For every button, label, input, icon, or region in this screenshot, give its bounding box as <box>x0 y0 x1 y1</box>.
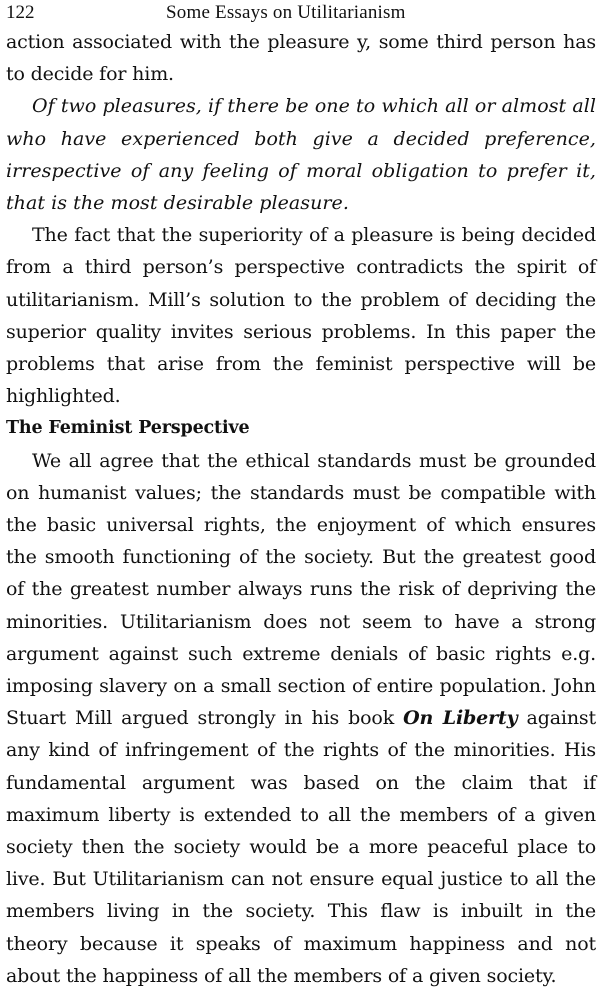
paragraph-superiority: The fact that the superiority of a pleasure is being decided from a third person’s perspective contradicts the spirit of utilitarianism. Mill’s solution to the problem of deciding the superior quality invites serious problems. In this paper the problems that arise from the feminist perspective will be highlighted. <box>6 224 596 408</box>
paragraph-text-after-title: against any kind of infringement of the rights of the minorities. His fundamental argument was based on the claim that if maximum liberty is extended to all the members of a given society then the society would be a more peaceful place to live. But Utilitarianism can not ensure equal justice to all the members living in the society. This flaw is inbuilt in the theory because it speaks of maximum happiness and not about the happiness of all the members of a given society. <box>6 707 596 987</box>
paragraph-text-before-title: We all agree that the ethical standards must be grounded on humanist values; the standards must be compatible with the basic universal rights, the enjoyment of which ensures the smooth functioning of the society. But the greatest good of the greatest number always runs the risk of depriving the minorities. Utilitarianism does not seem to have a strong argument against such extreme denials of basic rights e.g. imposing slavery on a small section of entire population. John Stuart Mill argued strongly in his book <box>6 449 596 730</box>
section-heading: The Feminist Perspective <box>6 418 250 439</box>
running-header <box>6 0 596 26</box>
mill-quotation: Of two pleasures, if there be one to which all or almost all who have experienced both give a decided preference, irrespective of any feeling of moral obligation to prefer it, that is the most desirable pleasure. <box>6 95 596 215</box>
paragraph-feminist-perspective <box>6 445 596 992</box>
body-text <box>6 26 596 992</box>
page-number: 122 <box>6 2 35 23</box>
paragraph-continuation: action associated with the pleasure y, some third person has to decide for him. <box>6 31 596 86</box>
book-reference: On Liberty <box>403 707 518 730</box>
book-title: Some Essays on Utilitarianism <box>166 2 406 23</box>
